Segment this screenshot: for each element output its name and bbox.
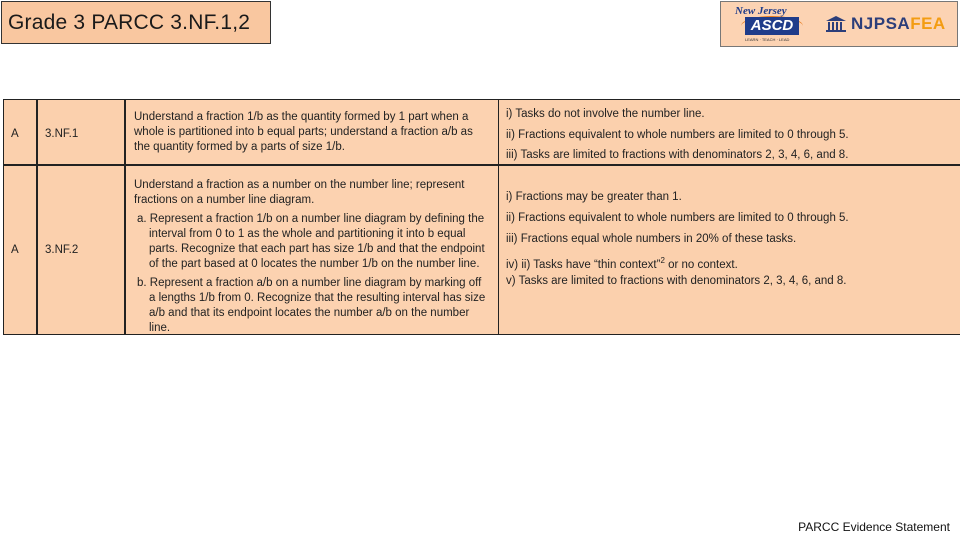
footnote-marker: 2 bbox=[660, 256, 665, 265]
clarification-item: i) Fractions may be greater than 1. bbox=[506, 191, 682, 203]
claim-cell bbox=[3, 165, 37, 335]
slide-title: Grade 3 PARCC 3.NF.1,2 bbox=[8, 10, 251, 34]
njpsa-fea-logo bbox=[825, 14, 946, 34]
clarifications-cell bbox=[499, 99, 960, 165]
clarification-item-context bbox=[506, 253, 849, 274]
clarification-text: iv) ii) Tasks have “thin context” bbox=[506, 258, 661, 271]
nj-ascd-logo bbox=[727, 3, 815, 45]
njpsa-text: NJPSA bbox=[851, 14, 911, 33]
logo-banner bbox=[720, 1, 958, 47]
clarification-item: v) Tasks are limited to fractions with denominators 2, 3, 4, 6, and 8. bbox=[506, 275, 847, 287]
evidence-description-cell bbox=[125, 165, 499, 335]
clarification-item: i) Tasks do not involve the number line. bbox=[506, 108, 705, 120]
evidence-sub-item-a: a. Represent a fraction 1/b on a number line diagram by defining the interval from 0 to 1 as the whole and partitioning it into b equal parts. Recognize that each part has size 1/b and that the endpoint of the part based at 0 locates the number 1/b on the number line. bbox=[137, 213, 485, 270]
clarification-item: ii) Fractions equivalent to whole numbers are limited to 0 through 5. bbox=[506, 212, 849, 224]
standard-code: 3.NF.1 bbox=[45, 128, 79, 140]
ascd-logo-top-text: New Jersey bbox=[735, 5, 787, 17]
evidence-statement-table bbox=[3, 99, 960, 337]
clarification-item: iii) Tasks are limited to fractions with denominators 2, 3, 4, 6, and 8. bbox=[506, 149, 849, 161]
clarification-item: iii) Fractions equal whole numbers in 20% of these tasks. bbox=[506, 233, 797, 245]
ascd-logo-tagline: LEARN · TEACH · LEAD bbox=[745, 37, 790, 42]
building-columns-icon bbox=[825, 15, 847, 33]
claim-label: A bbox=[11, 128, 19, 140]
clarification-item: ii) Fractions equivalent to whole numbers are limited to 0 through 5. bbox=[506, 128, 849, 141]
standard-code-cell bbox=[37, 165, 125, 335]
clarifications-list bbox=[506, 107, 849, 169]
table-row bbox=[3, 99, 960, 165]
evidence-description-block bbox=[134, 178, 490, 336]
standard-code-cell bbox=[37, 99, 125, 165]
table-row bbox=[3, 165, 960, 335]
claim-label: A bbox=[11, 244, 19, 256]
clarifications-cell bbox=[499, 165, 960, 335]
evidence-description: Understand a fraction as a number on the number line; represent fractions on a number line diagram. bbox=[134, 179, 465, 206]
claim-cell bbox=[3, 99, 37, 165]
njpsa-fea-wordmark bbox=[851, 14, 946, 34]
footer-label: PARCC Evidence Statement bbox=[798, 520, 950, 534]
slide-title-box bbox=[1, 1, 271, 44]
evidence-description: Understand a fraction 1/b as the quantity formed by 1 part when a whole is partitioned into b equal parts; understand a fraction a/b as the quantity formed by a parts of size 1/b. bbox=[134, 111, 473, 153]
clarifications-list bbox=[506, 190, 849, 295]
fea-text: FEA bbox=[910, 14, 946, 33]
clarification-text-tail: or no context. bbox=[664, 258, 738, 271]
ascd-logo-main-text: ASCD bbox=[745, 17, 799, 35]
evidence-sub-item-b: b. Represent a fraction a/b on a number line diagram by marking off a lengths 1/b from 0. Recognize that the resulting interval has size a/b and that its endpoint locates the number a/b on the number line. bbox=[137, 277, 486, 334]
evidence-description-cell bbox=[125, 99, 499, 165]
standard-code: 3.NF.2 bbox=[45, 244, 79, 256]
